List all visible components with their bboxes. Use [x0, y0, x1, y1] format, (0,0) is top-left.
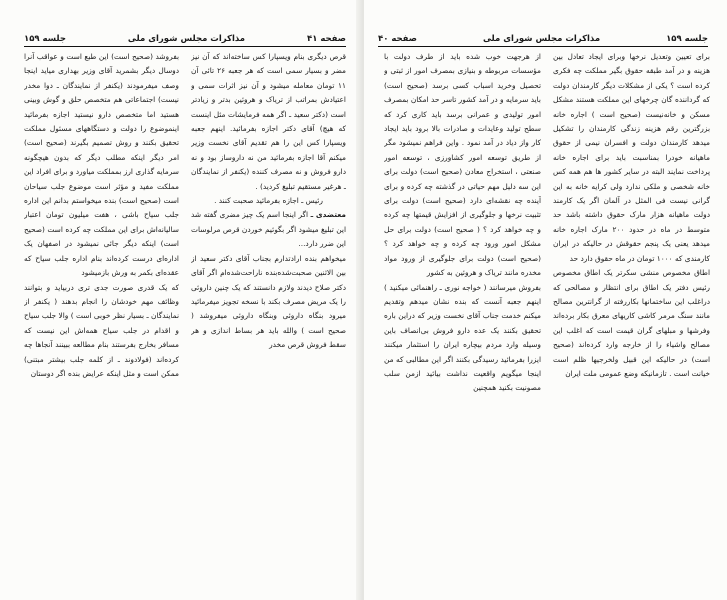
header-rule	[378, 46, 708, 48]
paragraph: از هرجهت خوب شده باید از طرف دولت با مؤسسات مربوطه و بنیازی بمصرف امور از ثبتی و تحصیل وخرید اسباب کسی برسد (صحیح است) باید سرمایه و در آمد کشور تاسر حد امکان بمصرف امور تولیدی و عمرانی برسد باید کاری کرد که سطح تولید وعایدات و صادرات بالا برود باید ایجاد کار واز دیاد در آمد نمود . واین فراهم نمیشود مگر از طریق توسعه امور کشاورزی ، توسعه امور صنعتی ، استخراج معادن (صحیح است) دولت برای این سه دلیل مهم حیاتی در گذشته چه کرده و برای آینده چه نقشه‌ای دارد (صحیح است) دولت برای تثبیت نرخها و جلوگیری از افزایش قیمتها چه کرده و چه خواهد کرد ؟ ( صحیح است) دولت برای حل مشکل امور ورود چه کرده و چه خواهد کرد ؟ (صحیح است) دولت برای جلوگیری از ورود مواد مخدره مانند تریاک و هروئین به کشور	[384, 52, 541, 278]
text-column-left	[384, 50, 541, 478]
paragraph: بفروش میرسانند ( خواجه نوری ـ راهنمائی میکنید ) اینهم جعبه آنست که بنده نشان میدهم وتقدیم میکنم خدمت جناب آقای نخست وزیر که دراین باره تحقیق بکنند یک عده دارو فروش بی‌انصاف باین وسیله وارد مردم بیچاره ایران را استثمار میکنند ایزرا بفرمائید رسیدگی بکنند اگر این مطالبی که من اینجا میگویم واقعیت نداشت بیائید ازمن سلب مصونیت بکنید همچنین	[384, 282, 541, 393]
publication-title: مذاکرات مجلس شورای ملی	[482, 34, 601, 44]
paragraph: قرص دیگری بنام ویسپارا کس ساخته‌اند که آن نیز مضر و بسیار سمی است که هر جعبه ۲۶ تائی آن ۱۱ تومان معامله میشود و آن نیز اثرات سمی و اعتیادش بمراتب از تریاک و هروئین بدتر و زیادتر است (دکتر سعید ـ اگر همه فرمایشات مثل اینست که هیچ) آقای دکتر اجازه بفرمائید. اینهم جعبه ویسپارا کس این را هم تقدیم آقای نخست وزیر میکنم آقا اجازه بفرمائید من نه داروساز بود و نه دارو فروش و نه مصرف کننده (یکنفر از نمایندگان ـ هرغیر مستقیم تبلیغ کردید) .	[191, 52, 346, 191]
text-columns	[384, 50, 710, 478]
text-columns	[24, 50, 346, 478]
text-column-right	[553, 50, 710, 478]
speech-text: اگر اینجا اسم یک چیز مضری گفته شد این تبلیغ میشود اگر بگوئیم خوردن قرص مرلوسات این ضرر دارد...	[191, 210, 346, 249]
session-number: جلسه ۱۵۹	[24, 34, 66, 44]
page-number: صفحه ۴۱	[307, 34, 346, 44]
paragraph: که یک قدری صورت جدی تری دربیاید و بتوانند وظائف مهم خودشان را انجام بدهند ( یکنفر از نمایندگان ـ بسیار نظر خوبی است ) والا جلب سیاح و اقدام در جلب سیاح همه‌اش این نیست که مسافر بخارج بفرستند بنام مطالعه ببینند آنجاها چه کرده‌اند (فولادوند ـ از کلمه جلب بیشتر مبتنی) ممکن است و مثل اینکه عرایض بنده اگر دوستان	[24, 282, 179, 378]
paragraph: بفروشد (صحیح است) این طبع است و عواقب آنرا دوسال دیگر بشمرید آقای وزیر بهداری میاید اینجا وصف میفرمودند (یکنفر از نمایندگان ـ دوا مخدر نیست) اجتماعاتی هم متخصص حلق و گوش وبینی هستید اما متخصص دارو نیستید اجازه بفرمائید اینموضوع را دولت و دستگاههای مسئول مملکت تحقیق بکنند و روش تصمیم بگیرند (صحیح است) امر دیگر اینکه مطلب دیگر که بدون هیچگونه سرمایه گذاری ارز بمملکت میاورد و برای افراد این مملکت مفید و مؤثر است موضوع جلب سیاحان است (صحیح است) بنده میخواستم بدانم این اداره جلب سیاح باشی ، هفت میلیون تومان اعتبار سالیانه‌اش برای این مملکت چه کرده است (صحیح است) اینکه دیگر جائی نمیشود در اصفهان یک اداره‌ای درست کرده‌اند بنام اداره جلب سیاح که عقده‌ای بکمر به ورش بازمیشود	[24, 52, 179, 278]
paragraph: میخواهم بنده ارادتدارم بجناب آقای دکتر سعید از بین الاثنین صحبت‌شده‌بنده ناراحت‌شده‌ام اگر آقای دکتر صلاح دیدند ولازم دانستند که یک چنین داروئی را یک مریض مصرف بکند با نسخه تجویز میفرمائید میرود بنگاه داروئی وبنگاه داروئی میفروشد ( صحیح است ) والله باید هر بساط اندازی و هر سقط فروش قرص مخدر	[191, 253, 346, 350]
paragraph	[191, 208, 346, 251]
paragraph: برای تعیین وتعدیل نرخها وبرای ایجاد تعادل بین هزینه و در آمد طبقه حقوق بگیر مملکت چه فکری کرده است ؟ یکی از مشکلات دیگر کارمندان دولت که گرداننده گان چرخهای این مملکت هستند مشکل مسکن و خانه‌نیست (صحیح است ) اجاره خانه بزرگترین رقم هزینه زندگی کارمندان را تشکیل میدهد کارمندان دولت و افسران نیمی از حقوق ماهیانه خودرا بمناسبت باید برای اجاره خانه پرداخت نمایند البته در سایر کشور ها هم همه کس خانه شخصی و ملکی ندارد ولی کرایه خانه به این گرانی نیست فی المثل در آلمان اگر یک کارمند دولت ماهیانه هزار مارک حقوق داشته باشد حد متوسط در ماه در حدود ۲۰۰ مارک اجاره خانه میدهد یعنی یک پنجم حقوقش در حالیکه در ایران کارمندی که ۱۰۰۰ تومان در ماه حقوق دارد حد	[553, 52, 710, 263]
page-header	[378, 30, 708, 44]
page-header	[24, 30, 346, 44]
text-column-left	[24, 50, 179, 478]
paragraph: اطاق مخصوص منشی سکرتر یک اطاق مخصوص رئیس دفتر یک اطاق برای انتظار و مصالحی که دراغلب این ساختمانها بکاررفته از گرانترین مصالح مانند سنگ مرمر کاشی کاریهای معرق بکار برده‌اند وفرشها و مبلهای گران قیمت است که اغلب این مصالح واشیاء را از خارجه وارد کرده‌اند (صحیح است) در حالیکه این قبیل ولخرجیها ظلم است خیانت است . تازمانیکه وضع عمومی ملت ایران	[553, 268, 710, 378]
header-rule	[24, 46, 346, 48]
session-number: جلسه ۱۵۹	[666, 34, 708, 44]
text-column-right	[191, 50, 346, 478]
speaker-name: معتضدی ـ	[310, 210, 346, 220]
publication-title: مذاکرات مجلس شورای ملی	[127, 34, 246, 44]
speaker-line: رئیس ـ اجازه بفرمائید صحبت کنند .	[214, 196, 323, 206]
page-number: صفحه ۴۰	[378, 34, 417, 44]
right-page	[364, 0, 727, 600]
